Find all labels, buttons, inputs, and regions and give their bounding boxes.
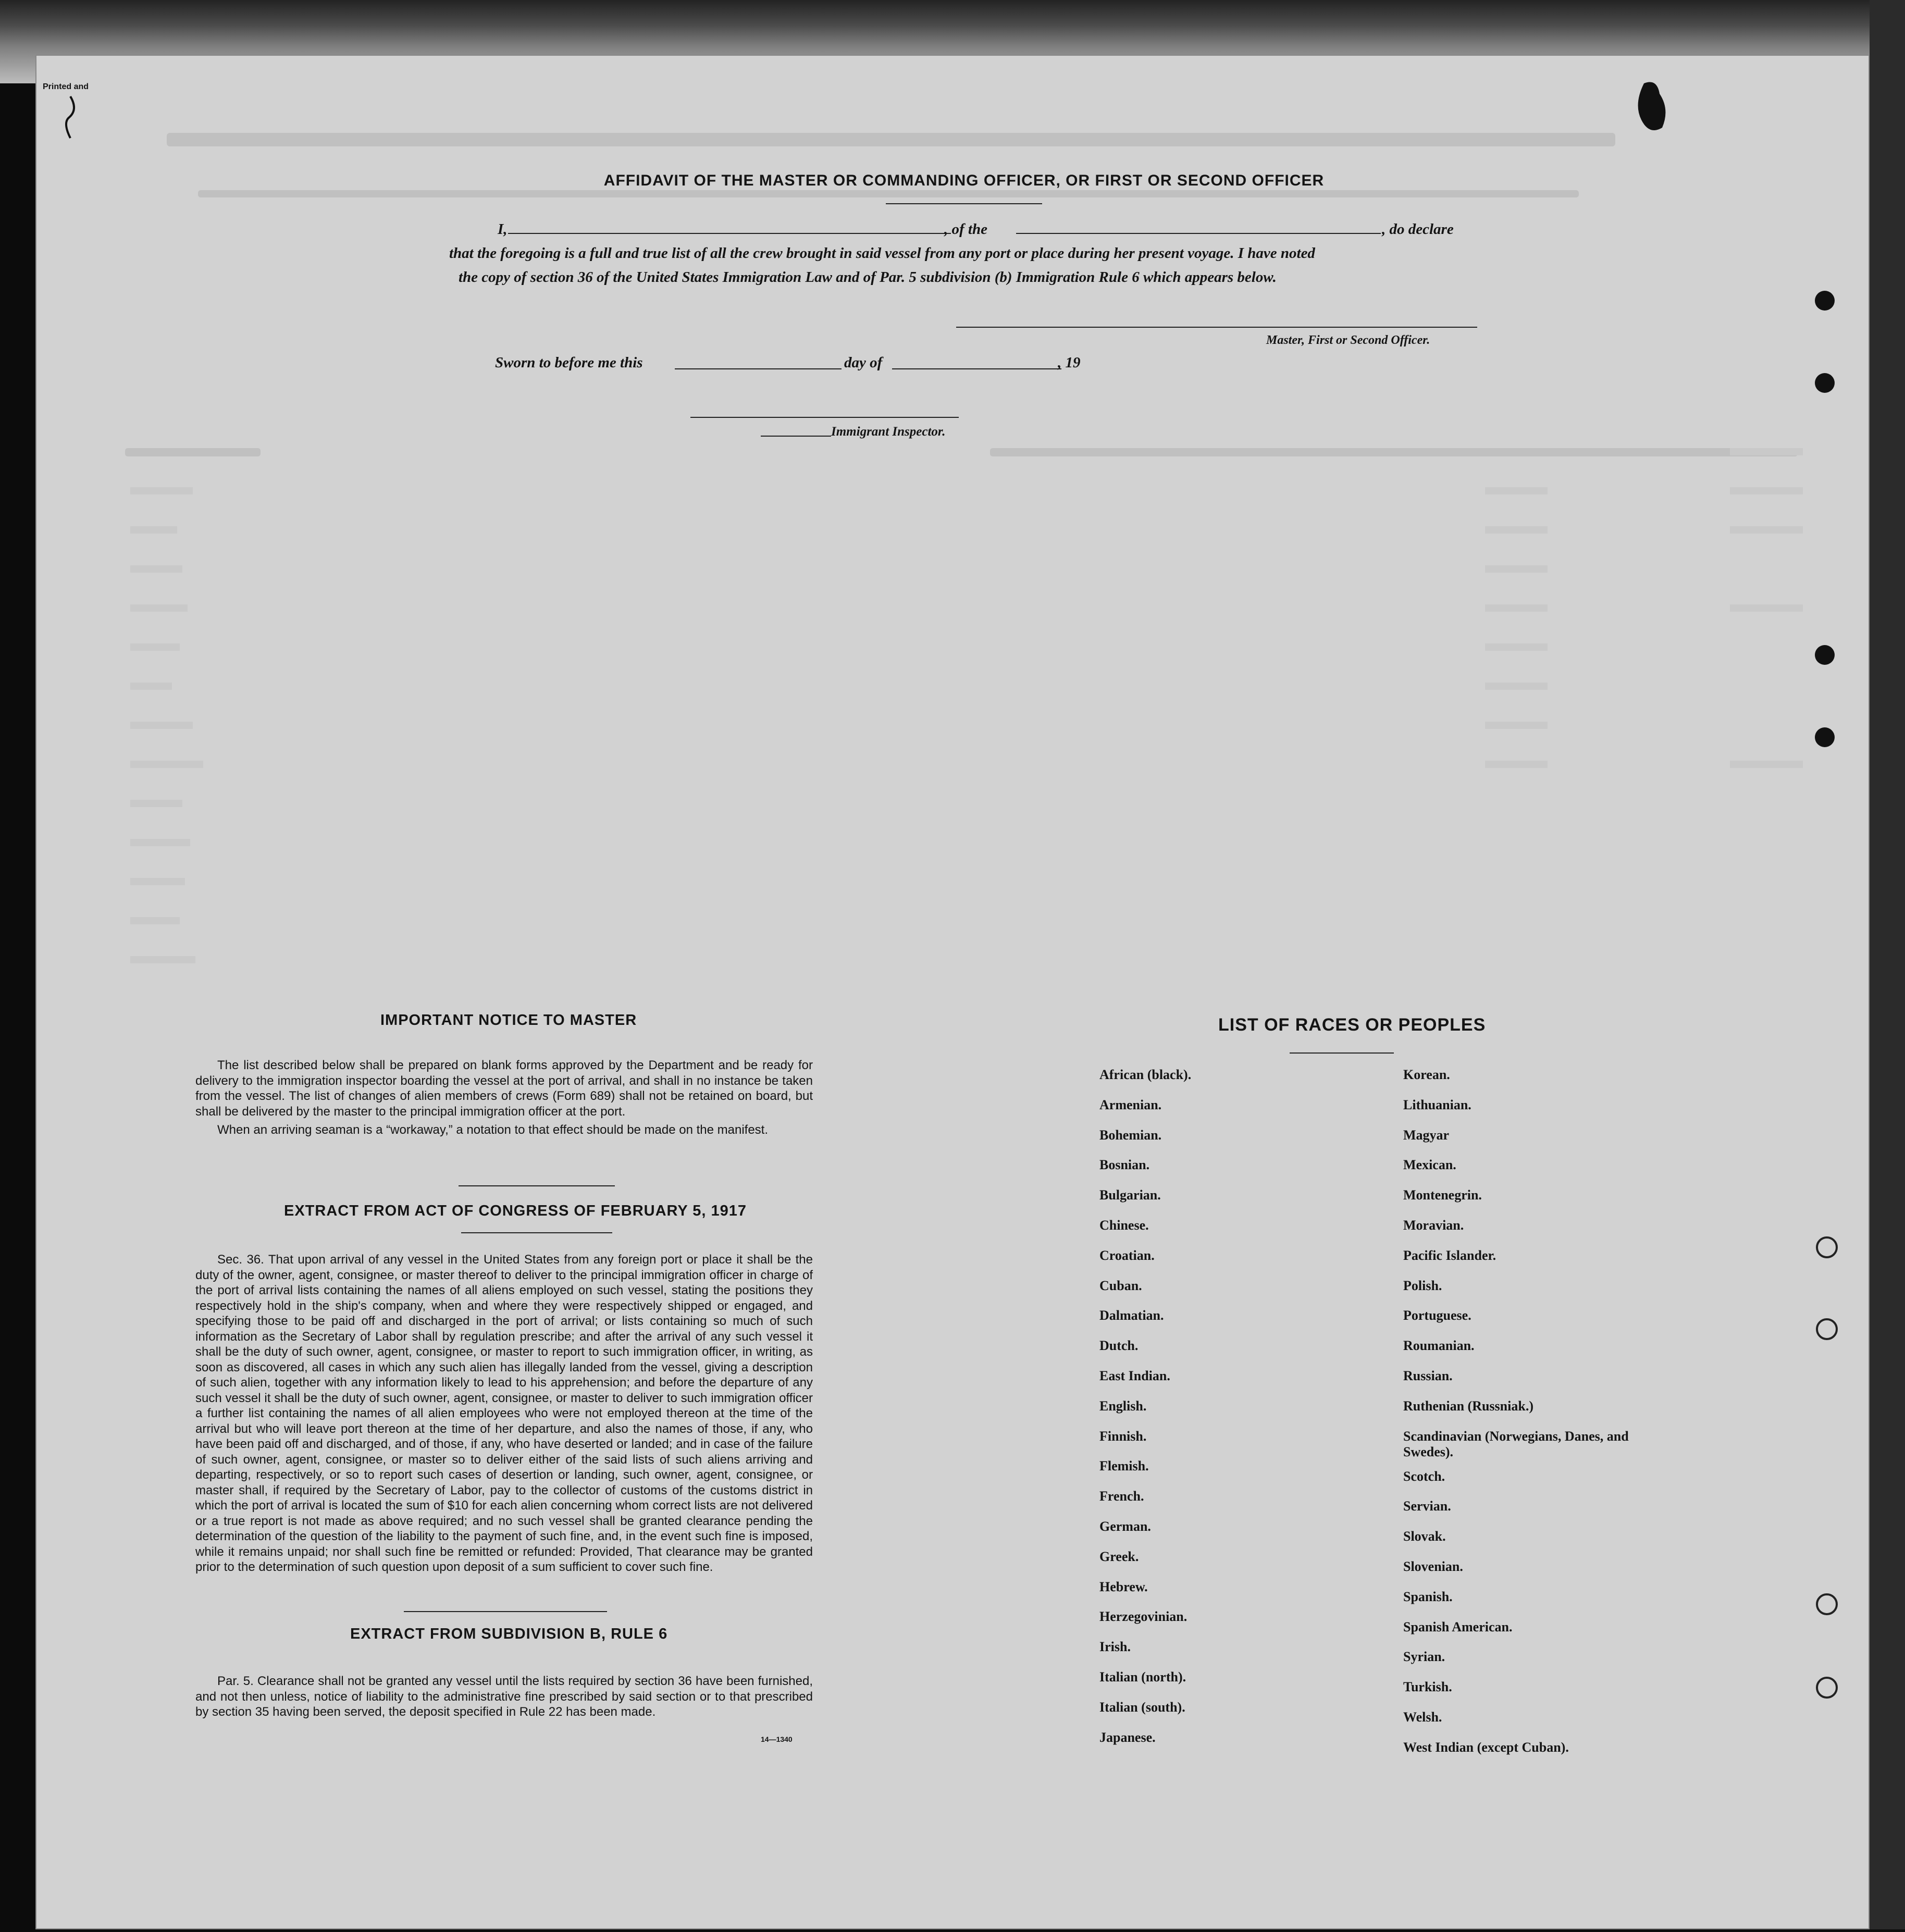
notice-paragraph-2: When an arriving seaman is a “workaway,” a notation to that effect should be made on the manifest. [217, 1123, 769, 1137]
race-item: East Indian. [1099, 1368, 1170, 1383]
race-item: Ruthenian (Russniak.) [1403, 1398, 1533, 1414]
race-item: Irish. [1099, 1639, 1131, 1655]
race-item: Servian. [1403, 1498, 1451, 1514]
sworn-day-field[interactable] [675, 368, 842, 369]
punch-ring-1 [1816, 1236, 1838, 1258]
sworn-month-field[interactable] [892, 368, 1061, 369]
title-underline [886, 203, 1042, 204]
notice-title: IMPORTANT NOTICE TO MASTER [380, 1012, 637, 1029]
race-item: German. [1099, 1518, 1151, 1534]
sworn-year: , 19 [1058, 354, 1081, 371]
races-title: LIST OF RACES OR PEOPLES [1218, 1015, 1486, 1035]
race-item: Montenegrin. [1403, 1187, 1482, 1203]
race-item: Moravian. [1403, 1217, 1464, 1233]
race-item: Finnish. [1099, 1428, 1147, 1444]
notice-divider [459, 1185, 615, 1186]
race-item: Italian (south). [1099, 1699, 1185, 1715]
inspector-label: Immigrant Inspector. [831, 425, 946, 439]
race-item: Greek. [1099, 1549, 1139, 1564]
sworn-text: Sworn to before me this [495, 354, 643, 371]
affidavit-line-3: the copy of section 36 of the United States Immigration Law and of Par. 5 subdivision (b) Immigration Rule 6 which appears below. [459, 269, 1277, 286]
race-item: Dutch. [1099, 1338, 1139, 1354]
race-item: Turkish. [1403, 1679, 1452, 1695]
extract-rule-divider [404, 1611, 607, 1612]
race-item: Hebrew. [1099, 1579, 1148, 1594]
race-item: Dalmatian. [1099, 1308, 1164, 1323]
name-field[interactable] [508, 233, 951, 234]
race-item: Bohemian. [1099, 1127, 1162, 1143]
extract-act-text: Sec. 36. That upon arrival of any vessel in the United States from any foreign port or place it shall be the duty of the owner, agent, consignee, or master thereof to deliver to the principal immigration officer in charge of the port of arrival lists containing the names of all aliens employed on such vessel, stating the positions they respectively hold in the ship's company, when and where they were respectively shipped or engaged, and specifying those to be paid off and discharged in the port of arrival; or lists containing so much of such information as the Secretary of Labor shall by regulation prescribe; and after the arrival of any such vessel it shall be the duty of such owner, agent, consignee, or master to report to such immigration officer, in writing, as soon as discovered, all cases in which any such alien has illegally landed from the vessel, giving a description of such alien, together with any information likely to lead to his apprehension; and before the departure of any such vessel it shall be the duty of such owner, agent, consignee, or master to deliver to such immigration officer a further list containing the names of all alien employees who were not employed thereon at the time of the arrival but who will leave port thereon at the time of her departure, and also the names of those, if any, who have been paid off and discharged, and of those, if any, who have deserted or landed; and in case of the failure of such owner, agent, consignee, or master so to deliver either of the said lists of such aliens arriving and departing, respectively, or so to report such cases of desertion or landing, such owner, agent, consignee, or master shall, if required by the Secretary of Labor, pay to the collector of customs of the customs district in which the port of arrival is located the sum of $10 for each alien concerning whom correct lists are not delivered or a true report is not made as above required; and no such vessel shall be granted clearance pending the determination of the question of the liability to the payment of such fine, and, in the event such fine is imposed, while it remains unpaid; nor shall such fine be remitted or refunded: Provided, That clearance may be granted prior to the determination of such question upon deposit of a sum sufficient to cover such fine. [195, 1253, 813, 1574]
race-item: Welsh. [1403, 1709, 1442, 1725]
race-item: French. [1099, 1489, 1144, 1504]
race-item: Pacific Islander. [1403, 1247, 1496, 1263]
inspector-underline [761, 436, 831, 437]
vessel-field[interactable] [1016, 233, 1381, 234]
race-item: Slovenian. [1403, 1558, 1463, 1574]
affidavit-of-the: , of the [944, 221, 987, 238]
race-item: Spanish. [1403, 1589, 1453, 1604]
race-item: Bulgarian. [1099, 1187, 1161, 1203]
extract-rule-text: Par. 5. Clearance shall not be granted any vessel until the lists required by section 36 have been furnished, and not then unless, notice of liability to the administrative fine prescribed by said section or to that prescribed by section 35 having been served, the deposit specified in Rule 22 has been made. [195, 1674, 813, 1719]
race-item: Croatian. [1099, 1247, 1155, 1263]
punch-hole-4 [1815, 727, 1835, 747]
race-item: Lithuanian. [1403, 1097, 1471, 1112]
extract-act-divider [461, 1232, 612, 1233]
race-item: Russian. [1403, 1368, 1453, 1383]
race-item: Magyar [1403, 1127, 1450, 1143]
punch-hole-1 [1815, 291, 1835, 311]
notice-body [195, 1058, 813, 1138]
race-item: Herzegovinian. [1099, 1609, 1187, 1625]
ink-stain [1634, 78, 1670, 135]
race-item: African (black). [1099, 1067, 1192, 1082]
race-item: West Indian (except Cuban). [1403, 1739, 1569, 1755]
affidavit-line-2: that the foregoing is a full and true list of all the crew brought in said vessel from any port or place during her present voyage. I have noted [449, 245, 1315, 262]
race-item: Spanish American. [1403, 1619, 1513, 1634]
race-item: Bosnian. [1099, 1157, 1150, 1173]
affidavit-title: AFFIDAVIT OF THE MASTER OR COMMANDING OFFICER, OR FIRST OR SECOND OFFICER [603, 172, 1325, 189]
race-item: English. [1099, 1398, 1147, 1414]
extract-act-title: EXTRACT FROM ACT OF CONGRESS OF FEBRUARY 5, 1917 [284, 1203, 747, 1219]
race-item: Portuguese. [1403, 1308, 1471, 1323]
punch-ring-2 [1816, 1318, 1838, 1340]
corner-note: Printed and [43, 82, 89, 91]
race-item: Armenian. [1099, 1097, 1162, 1112]
races-left-column [1099, 1067, 1360, 1760]
extract-rule-title: EXTRACT FROM SUBDIVISION B, RULE 6 [350, 1626, 668, 1642]
race-item: Korean. [1403, 1067, 1450, 1082]
race-item: Flemish. [1099, 1458, 1149, 1474]
races-divider [1290, 1052, 1394, 1054]
signature-label: Master, First or Second Officer. [1266, 333, 1430, 347]
race-item: Japanese. [1099, 1729, 1156, 1745]
race-item: Chinese. [1099, 1217, 1149, 1233]
bracket-mark [50, 94, 81, 141]
notice-paragraph-1: The list described below shall be prepared on blank forms approved by the Department and be ready for delivery to the immigration inspector boarding the vessel at the port of arrival, and shall in no instance be taken from the vessel. The list of changes of alien members of crews (Form 689) shall not be retained on board, but shall be delivered by the master to the principal immigration officer at the port. [195, 1058, 813, 1119]
race-item: Mexican. [1403, 1157, 1456, 1173]
punch-hole-3 [1815, 645, 1835, 665]
affidavit-declare: , do declare [1382, 221, 1454, 238]
race-item: Cuban. [1099, 1278, 1142, 1293]
race-item: Syrian. [1403, 1649, 1445, 1665]
form-number: 14—1340 [761, 1735, 793, 1743]
race-item: Slovak. [1403, 1529, 1446, 1544]
sworn-day-of: day of [844, 354, 883, 371]
race-item: Roumanian. [1403, 1338, 1475, 1354]
punch-hole-2 [1815, 373, 1835, 393]
race-item: Italian (north). [1099, 1669, 1186, 1685]
race-item: Scandinavian (Norwegians, Danes, and Swedes). [1403, 1428, 1629, 1459]
affidavit-i: I, [498, 221, 508, 238]
race-item: Polish. [1403, 1278, 1442, 1293]
race-item: Scotch. [1403, 1468, 1445, 1484]
signature-line[interactable] [956, 327, 1477, 328]
punch-ring-4 [1816, 1677, 1838, 1699]
races-right-column [1403, 1067, 1632, 1770]
inspector-line[interactable] [690, 417, 959, 418]
punch-ring-3 [1816, 1593, 1838, 1615]
